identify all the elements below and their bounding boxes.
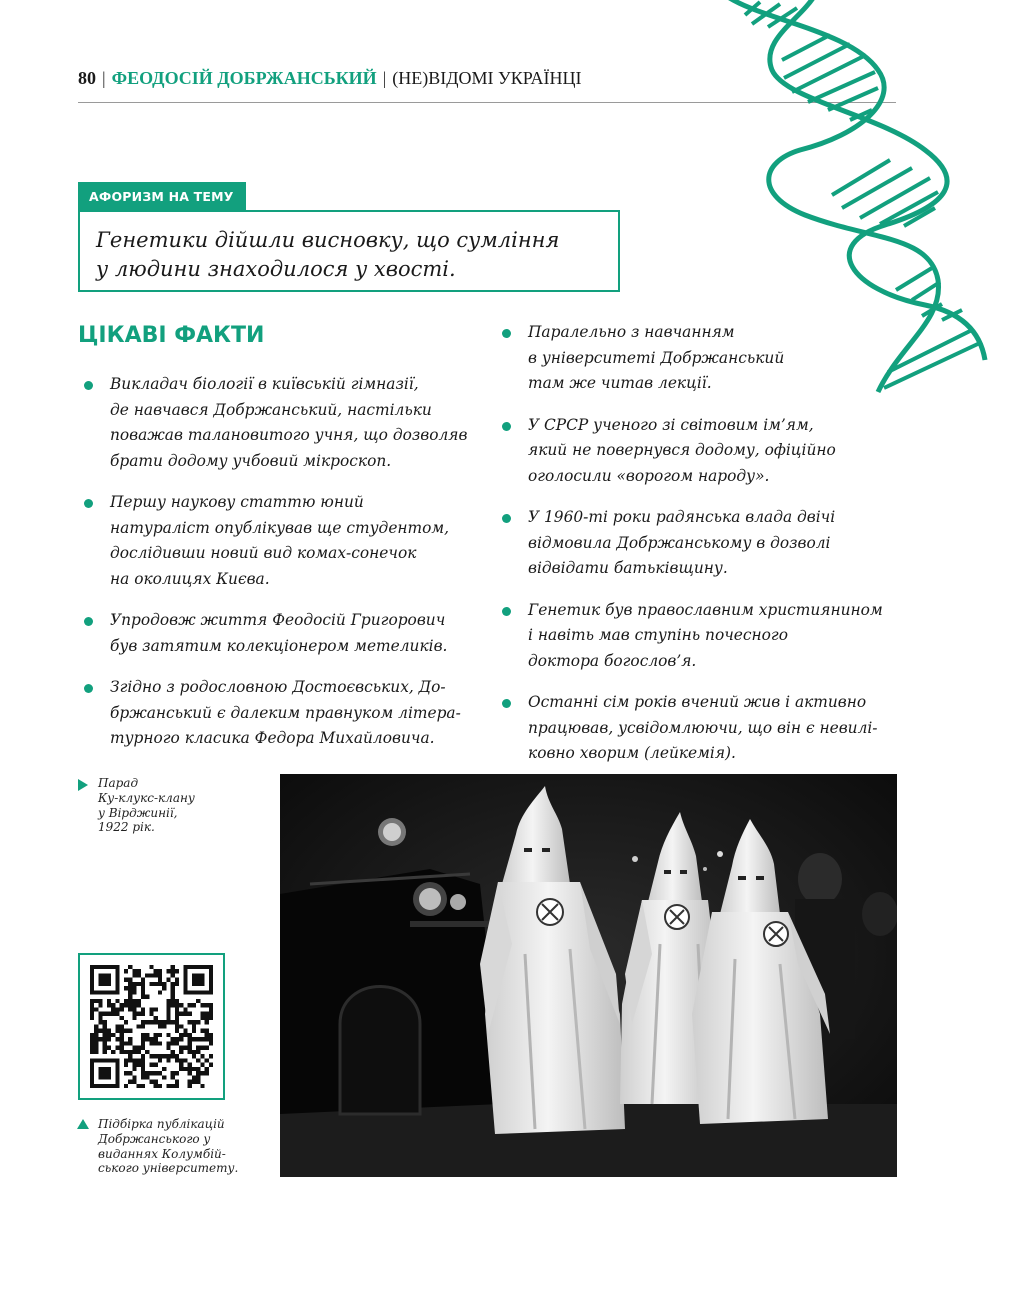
fact-line: там же читав лекції.	[528, 374, 712, 392]
fact-line: був затятим колекціонером метеликів.	[110, 636, 448, 655]
fact-line: дослідивши новий вид комах-сонечок	[110, 544, 417, 562]
fact-line: натураліст опублікував ще студентом,	[110, 518, 450, 537]
qr-code-frame[interactable]	[78, 953, 225, 1100]
fact-line: оголосили «ворогом народу».	[528, 466, 770, 485]
fact-line: відмовила Добржанському в дозволі	[528, 533, 831, 552]
bullet-dot-icon	[502, 699, 511, 708]
fact-line: Останні сім років вчений жив і активно	[528, 693, 867, 711]
fact-line: брати додому учбовий мікроскоп.	[110, 451, 392, 470]
fact-line: бржанський є далеким правнуком літера-	[110, 703, 461, 722]
caption-line: виданнях Колумбій-	[98, 1146, 226, 1161]
triangle-right-icon	[78, 779, 88, 791]
caption-line: 1922 рік.	[98, 820, 155, 835]
caption-line: Парад	[98, 776, 139, 790]
fact-line: поважав талановитого учня, що дозволяв	[110, 426, 468, 444]
fact-item	[78, 675, 478, 752]
fact-item	[78, 490, 478, 592]
caption-line: Добржанського у	[98, 1131, 211, 1146]
header-person-name: ФЕОДОСІЙ ДОБРЖАНСЬКИЙ	[111, 68, 377, 88]
facts-column-right	[496, 320, 906, 783]
bullet-dot-icon	[84, 617, 93, 626]
fact-line: працював, усвідомлюючи, що він є невилі-	[528, 718, 878, 737]
fact-line: відвідати батьківщину.	[528, 559, 728, 577]
caption-line: у Вірджинії,	[98, 805, 178, 820]
fact-line: доктора богослов’я.	[528, 651, 697, 670]
fact-item	[496, 505, 906, 582]
fact-item	[496, 598, 906, 675]
aphorism-line-2: у людини знаходилося у хвості.	[96, 257, 456, 281]
historical-photo	[280, 774, 897, 1177]
fact-line: де навчався Добржанський, настільки	[110, 400, 432, 419]
aphorism-line-1: Генетики дійшли висновку, що сумління	[96, 228, 560, 252]
fact-line: У СРСР ученого зі світовим ім’ям,	[528, 415, 814, 434]
qr-code-icon	[90, 965, 213, 1088]
aphorism-box	[78, 210, 620, 292]
header-series-title: (НЕ)ВІДОМІ УКРАЇНЦІ	[392, 68, 582, 88]
running-header	[78, 68, 582, 89]
fact-line: Першу наукову статтю юний	[110, 493, 364, 511]
caption-line: ського університету.	[98, 1161, 239, 1176]
qr-caption	[98, 1117, 238, 1176]
fact-line: Паралельно з навчанням	[528, 323, 735, 341]
caption-line: Ку-клукс-клану	[98, 790, 195, 805]
fact-line: У 1960-ті роки радянська влада двічі	[528, 508, 836, 526]
fact-line: який не повернувся додому, офіційно	[528, 441, 836, 459]
header-separator-1: |	[102, 68, 106, 88]
bullet-dot-icon	[84, 381, 93, 390]
header-separator-2: |	[382, 68, 387, 88]
facts-column-left	[78, 372, 478, 768]
facts-heading: ЦІКАВІ ФАКТИ	[78, 323, 265, 348]
bullet-dot-icon	[502, 329, 511, 338]
bullet-dot-icon	[502, 514, 511, 523]
fact-line: Упродовж життя Феодосій Григорович	[110, 611, 446, 629]
bullet-dot-icon	[502, 422, 511, 431]
fact-line: Згідно з родословною Достоєвських, До-	[110, 678, 446, 696]
fact-item	[78, 372, 478, 474]
aphorism-tag: АФОРИЗМ НА ТЕМУ	[78, 182, 246, 210]
photo-caption	[98, 776, 195, 835]
bullet-dot-icon	[84, 684, 93, 693]
fact-item	[496, 690, 906, 767]
fact-line: і навіть мав ступінь почесного	[528, 626, 788, 644]
page-number: 80	[78, 68, 96, 88]
caption-line: Підбірка публікацій	[98, 1117, 225, 1131]
fact-line: в університеті Добржанський	[528, 348, 785, 367]
fact-line: ковно хворим (лейкемія).	[528, 744, 736, 762]
fact-line: на околицях Києва.	[110, 569, 270, 588]
bullet-dot-icon	[84, 499, 93, 508]
fact-line: Викладач біології в київській гімназії,	[110, 375, 419, 393]
fact-item	[496, 320, 906, 397]
bullet-dot-icon	[502, 607, 511, 616]
fact-line: Генетик був православним християнином	[528, 600, 883, 619]
fact-item	[78, 608, 478, 659]
triangle-up-icon	[77, 1119, 89, 1129]
fact-item	[496, 413, 906, 490]
fact-line: турного класика Федора Михайловича.	[110, 729, 435, 747]
